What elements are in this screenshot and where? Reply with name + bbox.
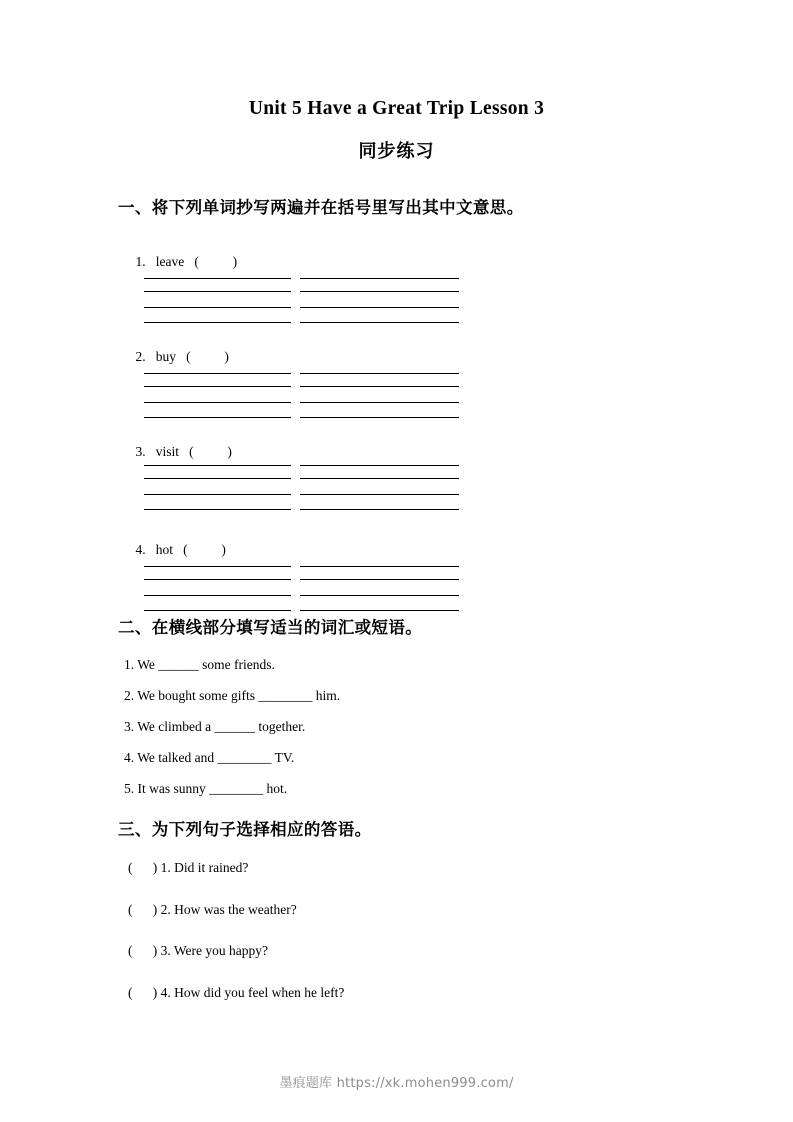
- match-item-4: ( ) 4. How did you feel when he left?: [128, 985, 345, 1000]
- writing-line: [300, 494, 459, 495]
- writing-line: [144, 291, 291, 292]
- word-item-word: leave: [155, 254, 185, 269]
- word-item-bracket: ( ): [189, 444, 232, 459]
- writing-line: [144, 402, 291, 403]
- page-title: Unit 5 Have a Great Trip Lesson 3: [248, 98, 545, 119]
- fill-blank-item-1: 1. We ______ some friends.: [124, 657, 275, 672]
- word-item-number: 1.: [135, 254, 146, 269]
- writing-line: [144, 566, 291, 567]
- writing-line: [144, 610, 291, 611]
- writing-line: [300, 322, 459, 323]
- writing-line: [144, 417, 291, 418]
- writing-line: [300, 579, 459, 580]
- word-item-word: visit: [155, 444, 180, 459]
- writing-line: [144, 278, 291, 279]
- fill-blank-item-5: 5. It was sunny ________ hot.: [124, 781, 288, 796]
- word-item-bracket: ( ): [186, 349, 229, 364]
- word-item-number: 2.: [135, 349, 146, 364]
- writing-line: [300, 386, 459, 387]
- word-item-word: hot: [155, 542, 174, 557]
- writing-line: [144, 465, 291, 466]
- section-heading-1: 一、将下列单词抄写两遍并在括号里写出其中文意思。: [118, 198, 524, 217]
- writing-line: [300, 402, 459, 403]
- fill-blank-item-2: 2. We bought some gifts ________ him.: [124, 688, 341, 703]
- writing-line: [300, 509, 459, 510]
- writing-line: [144, 373, 291, 374]
- match-item-1: ( ) 1. Did it rained?: [128, 860, 249, 875]
- writing-line: [300, 307, 459, 308]
- writing-line: [300, 417, 459, 418]
- fill-blank-item-3: 3. We climbed a ______ together.: [124, 719, 306, 734]
- writing-line: [144, 478, 291, 479]
- writing-line: [144, 386, 291, 387]
- writing-line: [144, 494, 291, 495]
- writing-line: [144, 595, 291, 596]
- section-heading-3: 三、为下列句子选择相应的答语。: [118, 820, 372, 839]
- match-item-2: ( ) 2. How was the weather?: [128, 902, 297, 917]
- writing-lines-group-3: [144, 465, 459, 513]
- word-item-bracket: ( ): [194, 254, 238, 269]
- word-item-number: 4.: [135, 542, 146, 557]
- section-heading-2: 二、在横线部分填写适当的词汇或短语。: [118, 618, 423, 637]
- fill-blank-item-4: 4. We talked and ________ TV.: [124, 750, 295, 765]
- match-item-3: ( ) 3. Were you happy?: [128, 943, 268, 958]
- word-item-bracket: ( ): [183, 542, 226, 557]
- writing-lines-group-2: [144, 373, 459, 421]
- writing-line: [144, 307, 291, 308]
- footer-watermark: 墨痕题库 https://xk.mohen999.com/: [279, 1076, 514, 1091]
- writing-line: [300, 278, 459, 279]
- writing-line: [300, 566, 459, 567]
- writing-line: [300, 291, 459, 292]
- word-item-number: 3.: [135, 444, 146, 459]
- writing-line: [300, 610, 459, 611]
- word-item-word: buy: [155, 349, 176, 364]
- writing-line: [300, 595, 459, 596]
- writing-line: [144, 509, 291, 510]
- writing-line: [144, 579, 291, 580]
- writing-line: [300, 465, 459, 466]
- writing-line: [300, 478, 459, 479]
- writing-lines-group-1: [144, 278, 459, 326]
- writing-line: [300, 373, 459, 374]
- writing-line: [144, 322, 291, 323]
- page-subtitle: 同步练习: [358, 141, 435, 162]
- writing-lines-group-4: [144, 566, 459, 614]
